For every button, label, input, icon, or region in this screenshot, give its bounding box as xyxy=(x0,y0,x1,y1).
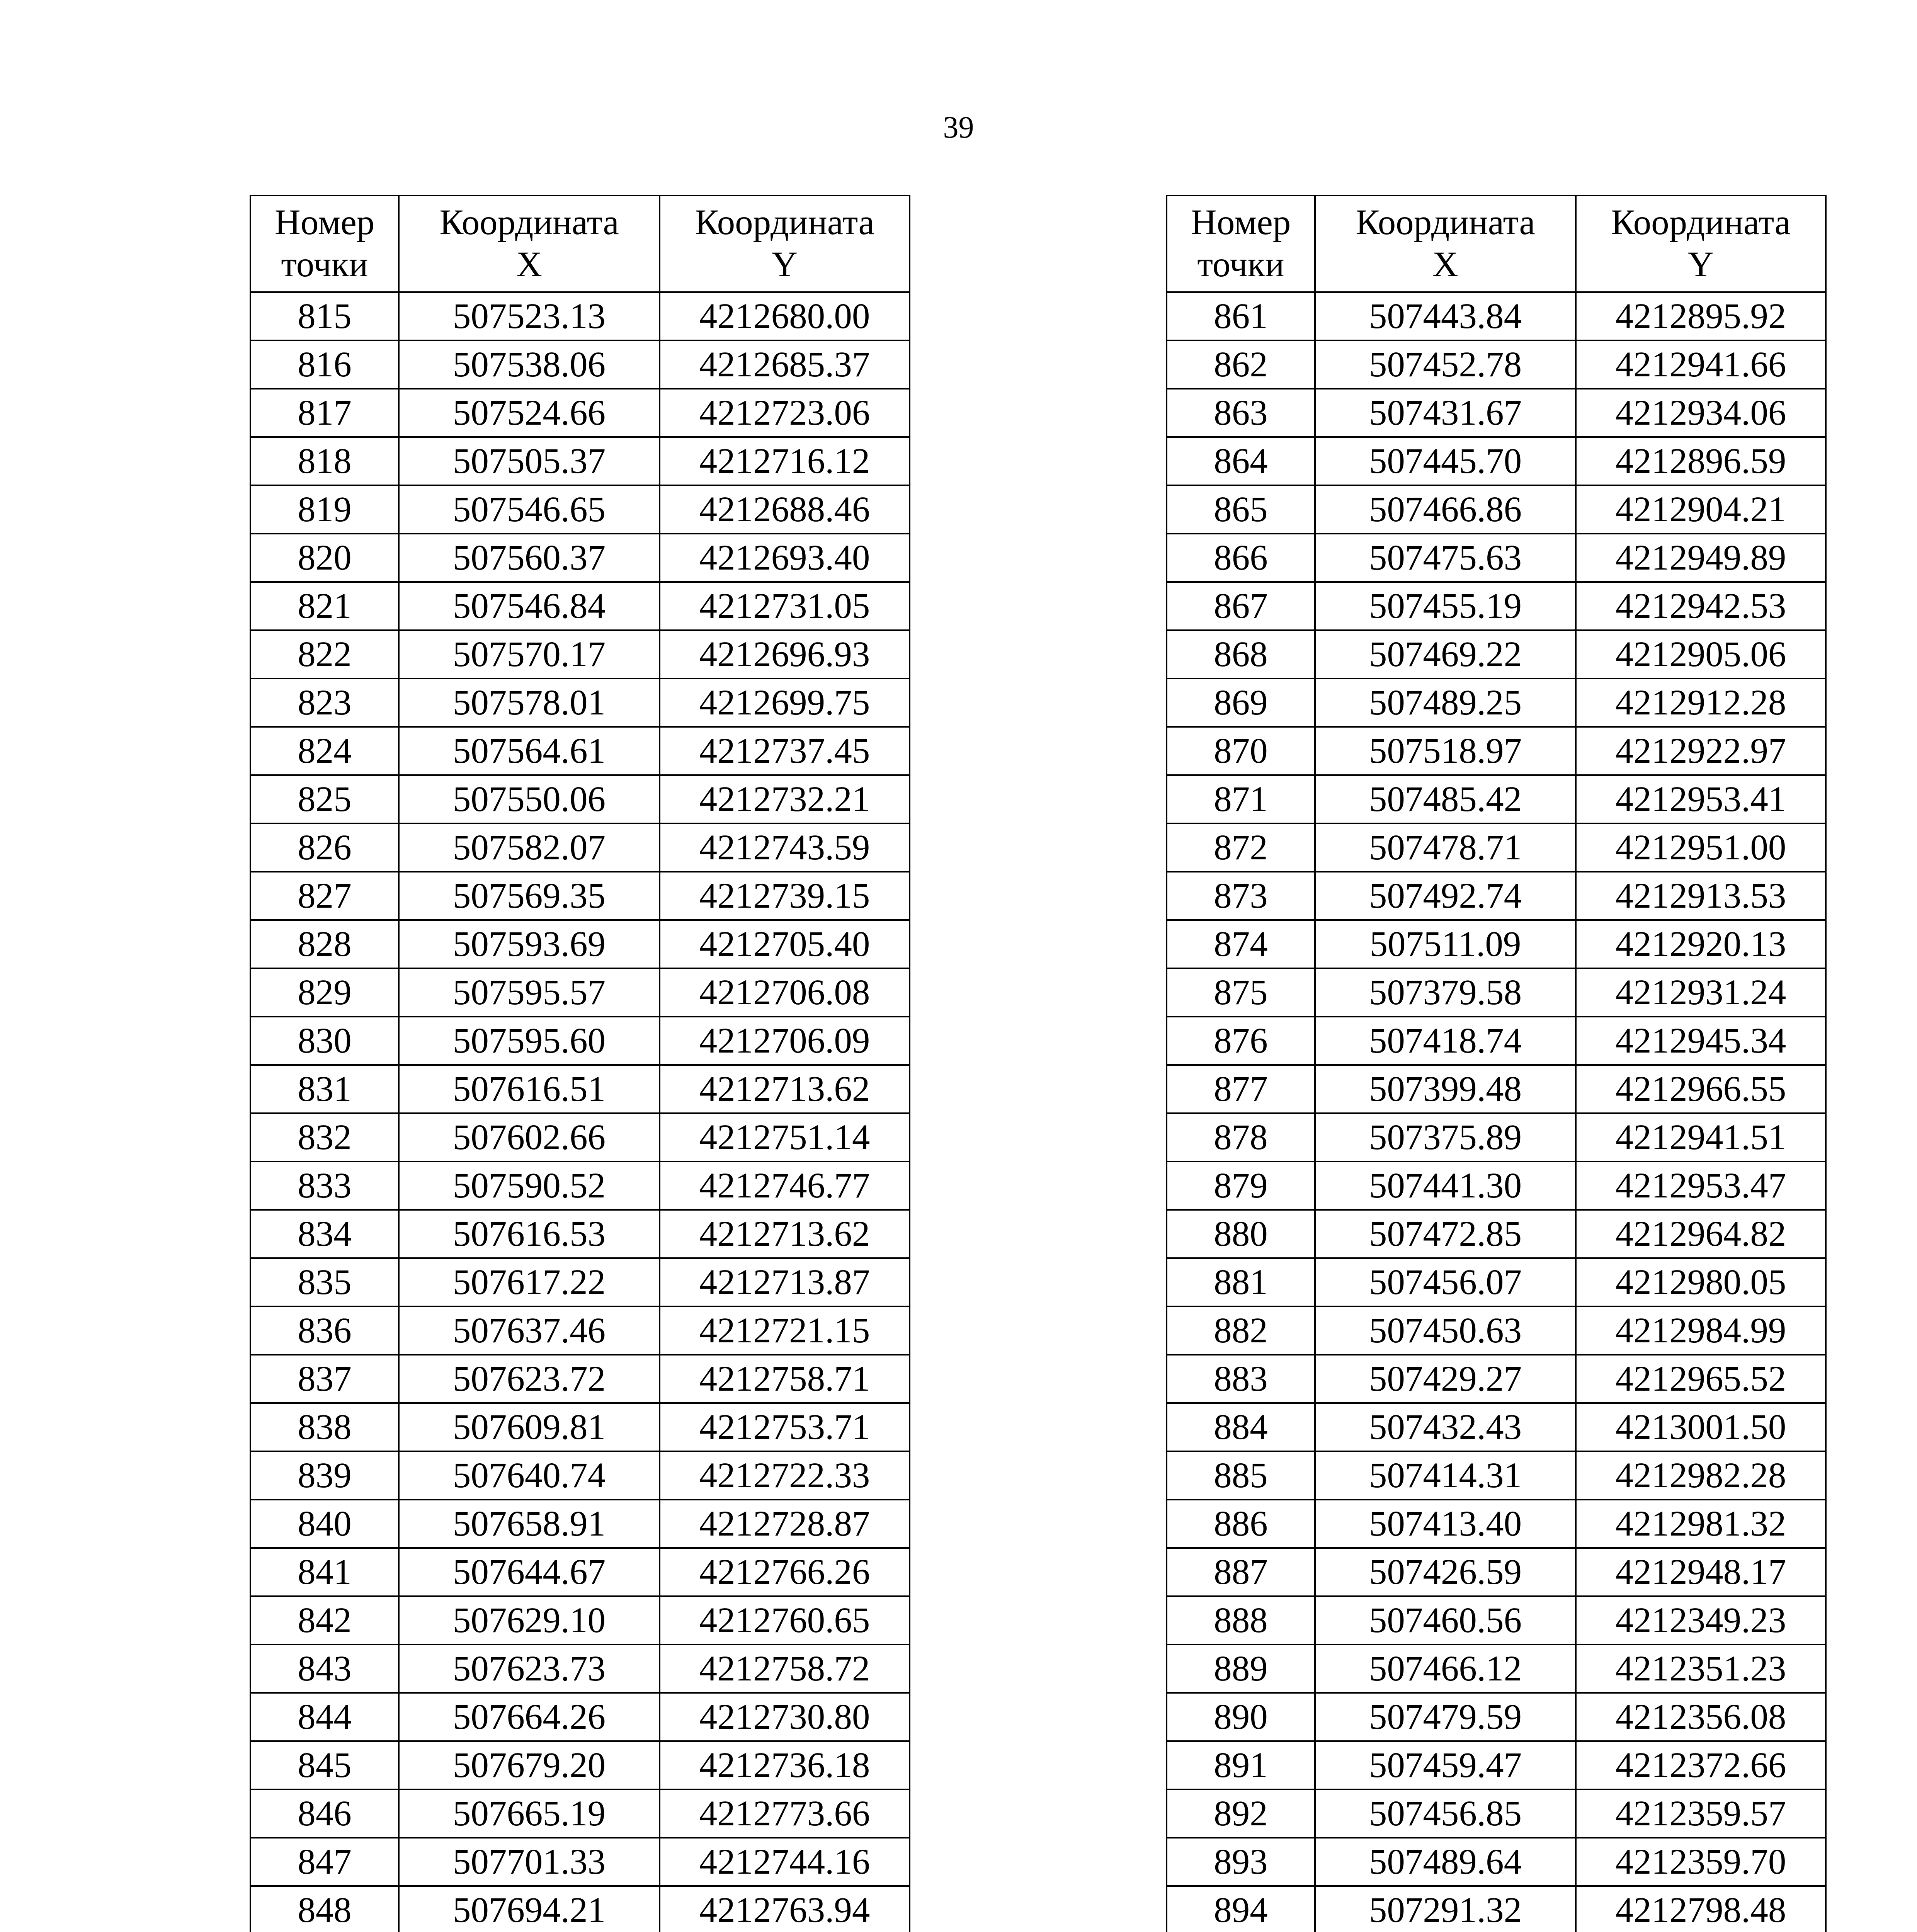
cell-coordinate-x: 507291.32 xyxy=(1315,1886,1576,1932)
cell-coordinate-x: 507443.84 xyxy=(1315,292,1576,340)
table-header-row xyxy=(1167,196,1826,292)
header-coordinate-y-line1: Координата xyxy=(695,202,874,243)
cell-point-number: 861 xyxy=(1167,292,1315,340)
table-row xyxy=(250,1886,910,1932)
table-row xyxy=(250,1403,910,1451)
table-row xyxy=(250,1162,910,1210)
cell-point-number: 832 xyxy=(250,1113,399,1162)
cell-coordinate-x: 507694.21 xyxy=(399,1886,660,1932)
cell-point-number: 868 xyxy=(1167,630,1315,679)
table-row xyxy=(1167,389,1826,437)
table-row xyxy=(250,1548,910,1596)
cell-coordinate-y: 4212934.06 xyxy=(1576,389,1826,437)
cell-coordinate-y: 4212736.18 xyxy=(660,1741,910,1789)
cell-coordinate-x: 507414.31 xyxy=(1315,1451,1576,1500)
cell-coordinate-y: 4212737.45 xyxy=(660,727,910,775)
header-coordinate-x-line2: X xyxy=(516,245,543,284)
cell-coordinate-x: 507623.73 xyxy=(399,1645,660,1693)
cell-coordinate-x: 507429.27 xyxy=(1315,1355,1576,1403)
cell-coordinate-x: 507590.52 xyxy=(399,1162,660,1210)
header-coordinate-y-line1: Координата xyxy=(1611,202,1791,243)
table-row xyxy=(1167,1355,1826,1403)
cell-point-number: 875 xyxy=(1167,968,1315,1017)
cell-coordinate-x: 507472.85 xyxy=(1315,1210,1576,1258)
cell-point-number: 822 xyxy=(250,630,399,679)
cell-coordinate-x: 507538.06 xyxy=(399,340,660,389)
header-coordinate-y xyxy=(660,196,910,292)
table-row xyxy=(250,1017,910,1065)
cell-point-number: 828 xyxy=(250,920,399,968)
cell-coordinate-x: 507489.25 xyxy=(1315,679,1576,727)
cell-coordinate-y: 4212942.53 xyxy=(1576,582,1826,630)
cell-point-number: 891 xyxy=(1167,1741,1315,1789)
table-row xyxy=(1167,1596,1826,1645)
cell-coordinate-y: 4212693.40 xyxy=(660,534,910,582)
cell-point-number: 873 xyxy=(1167,872,1315,920)
cell-coordinate-x: 507570.17 xyxy=(399,630,660,679)
cell-point-number: 882 xyxy=(1167,1306,1315,1355)
cell-point-number: 837 xyxy=(250,1355,399,1403)
cell-coordinate-x: 507399.48 xyxy=(1315,1065,1576,1113)
cell-coordinate-x: 507505.37 xyxy=(399,437,660,485)
table-row xyxy=(250,292,910,340)
cell-coordinate-y: 4212746.77 xyxy=(660,1162,910,1210)
header-coordinate-x-line1: Координата xyxy=(1356,202,1535,243)
cell-coordinate-y: 4212713.62 xyxy=(660,1065,910,1113)
cell-coordinate-x: 507459.47 xyxy=(1315,1741,1576,1789)
table-row xyxy=(250,1113,910,1162)
header-coordinate-y xyxy=(1576,196,1826,292)
cell-coordinate-y: 4212696.93 xyxy=(660,630,910,679)
cell-coordinate-x: 507602.66 xyxy=(399,1113,660,1162)
cell-coordinate-y: 4212766.26 xyxy=(660,1548,910,1596)
table-row xyxy=(250,485,910,534)
header-point-number xyxy=(1167,196,1315,292)
cell-coordinate-y: 4212699.75 xyxy=(660,679,910,727)
table-body xyxy=(1167,292,1826,1932)
cell-point-number: 869 xyxy=(1167,679,1315,727)
header-coordinate-x-line1: Координата xyxy=(439,202,619,243)
table-row xyxy=(1167,437,1826,485)
cell-coordinate-y: 4212685.37 xyxy=(660,340,910,389)
cell-coordinate-x: 507629.10 xyxy=(399,1596,660,1645)
cell-coordinate-y: 4212953.41 xyxy=(1576,775,1826,823)
table-row xyxy=(1167,823,1826,872)
cell-coordinate-x: 507418.74 xyxy=(1315,1017,1576,1065)
cell-point-number: 876 xyxy=(1167,1017,1315,1065)
cell-point-number: 885 xyxy=(1167,1451,1315,1500)
cell-coordinate-y: 4212753.71 xyxy=(660,1403,910,1451)
cell-point-number: 889 xyxy=(1167,1645,1315,1693)
cell-point-number: 888 xyxy=(1167,1596,1315,1645)
table-row xyxy=(1167,1451,1826,1500)
cell-point-number: 864 xyxy=(1167,437,1315,485)
cell-coordinate-x: 507546.65 xyxy=(399,485,660,534)
cell-coordinate-y: 4212931.24 xyxy=(1576,968,1826,1017)
cell-point-number: 844 xyxy=(250,1693,399,1741)
cell-point-number: 862 xyxy=(1167,340,1315,389)
cell-coordinate-x: 507456.85 xyxy=(1315,1789,1576,1838)
cell-coordinate-x: 507616.53 xyxy=(399,1210,660,1258)
cell-coordinate-y: 4212949.89 xyxy=(1576,534,1826,582)
cell-coordinate-x: 507518.97 xyxy=(1315,727,1576,775)
cell-coordinate-y: 4212982.28 xyxy=(1576,1451,1826,1500)
table-row xyxy=(1167,1886,1826,1932)
cell-coordinate-x: 507578.01 xyxy=(399,679,660,727)
cell-point-number: 819 xyxy=(250,485,399,534)
header-coordinate-x-line2: X xyxy=(1432,245,1459,284)
cell-coordinate-x: 507664.26 xyxy=(399,1693,660,1741)
cell-point-number: 878 xyxy=(1167,1113,1315,1162)
cell-coordinate-x: 507640.74 xyxy=(399,1451,660,1500)
table-row xyxy=(1167,1693,1826,1741)
cell-point-number: 893 xyxy=(1167,1838,1315,1886)
cell-point-number: 870 xyxy=(1167,727,1315,775)
cell-point-number: 848 xyxy=(250,1886,399,1932)
cell-coordinate-y: 4212713.87 xyxy=(660,1258,910,1306)
table-row xyxy=(1167,630,1826,679)
cell-coordinate-y: 4212912.28 xyxy=(1576,679,1826,727)
table-row xyxy=(1167,679,1826,727)
cell-coordinate-x: 507701.33 xyxy=(399,1838,660,1886)
table-row xyxy=(1167,1548,1826,1596)
cell-point-number: 834 xyxy=(250,1210,399,1258)
cell-coordinate-y: 4212728.87 xyxy=(660,1500,910,1548)
table-row xyxy=(1167,1162,1826,1210)
cell-point-number: 843 xyxy=(250,1645,399,1693)
cell-point-number: 886 xyxy=(1167,1500,1315,1548)
cell-coordinate-y: 4212965.52 xyxy=(1576,1355,1826,1403)
cell-coordinate-y: 4212716.12 xyxy=(660,437,910,485)
header-point-number-line1: Номер xyxy=(1191,202,1291,243)
cell-point-number: 881 xyxy=(1167,1258,1315,1306)
header-coordinate-y-line2: Y xyxy=(771,245,798,284)
table-row xyxy=(1167,920,1826,968)
table-row xyxy=(250,1451,910,1500)
cell-coordinate-x: 507617.22 xyxy=(399,1258,660,1306)
cell-point-number: 884 xyxy=(1167,1403,1315,1451)
cell-coordinate-x: 507564.61 xyxy=(399,727,660,775)
cell-coordinate-x: 507426.59 xyxy=(1315,1548,1576,1596)
cell-coordinate-x: 507485.42 xyxy=(1315,775,1576,823)
table-row xyxy=(1167,485,1826,534)
cell-point-number: 847 xyxy=(250,1838,399,1886)
cell-coordinate-x: 507523.13 xyxy=(399,292,660,340)
cell-point-number: 883 xyxy=(1167,1355,1315,1403)
table-row xyxy=(1167,1017,1826,1065)
cell-coordinate-x: 507466.86 xyxy=(1315,485,1576,534)
cell-coordinate-y: 4212948.17 xyxy=(1576,1548,1826,1596)
cell-point-number: 838 xyxy=(250,1403,399,1451)
cell-point-number: 835 xyxy=(250,1258,399,1306)
header-coordinate-x xyxy=(399,196,660,292)
cell-point-number: 816 xyxy=(250,340,399,389)
cell-coordinate-y: 4212941.66 xyxy=(1576,340,1826,389)
table-row xyxy=(250,1596,910,1645)
cell-coordinate-y: 4212723.06 xyxy=(660,389,910,437)
cell-coordinate-y: 4212751.14 xyxy=(660,1113,910,1162)
cell-point-number: 827 xyxy=(250,872,399,920)
cell-coordinate-y: 4212920.13 xyxy=(1576,920,1826,968)
cell-coordinate-x: 507569.35 xyxy=(399,872,660,920)
cell-coordinate-x: 507595.57 xyxy=(399,968,660,1017)
cell-coordinate-y: 4212981.32 xyxy=(1576,1500,1826,1548)
cell-coordinate-y: 4212758.72 xyxy=(660,1645,910,1693)
cell-coordinate-x: 507460.56 xyxy=(1315,1596,1576,1645)
table-row xyxy=(1167,968,1826,1017)
cell-coordinate-y: 4212372.66 xyxy=(1576,1741,1826,1789)
cell-point-number: 842 xyxy=(250,1596,399,1645)
cell-coordinate-x: 507623.72 xyxy=(399,1355,660,1403)
cell-coordinate-y: 4212739.15 xyxy=(660,872,910,920)
cell-point-number: 829 xyxy=(250,968,399,1017)
cell-coordinate-y: 4212951.00 xyxy=(1576,823,1826,872)
table-row xyxy=(250,679,910,727)
cell-point-number: 887 xyxy=(1167,1548,1315,1596)
cell-coordinate-y: 4212758.71 xyxy=(660,1355,910,1403)
header-point-number-line2: точки xyxy=(1197,245,1284,284)
cell-coordinate-x: 507609.81 xyxy=(399,1403,660,1451)
table-row xyxy=(250,437,910,485)
table-row xyxy=(1167,534,1826,582)
table-row xyxy=(250,1838,910,1886)
cell-coordinate-y: 4213001.50 xyxy=(1576,1403,1826,1451)
cell-coordinate-x: 507441.30 xyxy=(1315,1162,1576,1210)
coordinates-table-left xyxy=(250,195,910,1932)
cell-coordinate-y: 4212798.48 xyxy=(1576,1886,1826,1932)
table-row xyxy=(250,1500,910,1548)
cell-point-number: 839 xyxy=(250,1451,399,1500)
table-row xyxy=(1167,1258,1826,1306)
cell-point-number: 890 xyxy=(1167,1693,1315,1741)
cell-coordinate-y: 4212680.00 xyxy=(660,292,910,340)
cell-coordinate-y: 4212895.92 xyxy=(1576,292,1826,340)
cell-coordinate-y: 4212945.34 xyxy=(1576,1017,1826,1065)
table-row xyxy=(250,534,910,582)
cell-coordinate-y: 4212349.23 xyxy=(1576,1596,1826,1645)
cell-coordinate-x: 507478.71 xyxy=(1315,823,1576,872)
table-row xyxy=(1167,1403,1826,1451)
table-row xyxy=(250,1789,910,1838)
table-row xyxy=(250,727,910,775)
cell-coordinate-y: 4212913.53 xyxy=(1576,872,1826,920)
table-row xyxy=(250,1693,910,1741)
table-row xyxy=(1167,872,1826,920)
cell-point-number: 815 xyxy=(250,292,399,340)
cell-coordinate-x: 507432.43 xyxy=(1315,1403,1576,1451)
cell-coordinate-x: 507489.64 xyxy=(1315,1838,1576,1886)
cell-coordinate-x: 507679.20 xyxy=(399,1741,660,1789)
cell-coordinate-x: 507665.19 xyxy=(399,1789,660,1838)
cell-coordinate-y: 4212359.70 xyxy=(1576,1838,1826,1886)
cell-point-number: 817 xyxy=(250,389,399,437)
cell-point-number: 836 xyxy=(250,1306,399,1355)
table-row xyxy=(1167,582,1826,630)
header-coordinate-x xyxy=(1315,196,1576,292)
cell-coordinate-y: 4212721.15 xyxy=(660,1306,910,1355)
table-row xyxy=(250,1741,910,1789)
cell-coordinate-x: 507550.06 xyxy=(399,775,660,823)
table-row xyxy=(250,968,910,1017)
cell-point-number: 892 xyxy=(1167,1789,1315,1838)
table-row xyxy=(1167,1065,1826,1113)
cell-coordinate-x: 507582.07 xyxy=(399,823,660,872)
table-row xyxy=(1167,1113,1826,1162)
header-point-number xyxy=(250,196,399,292)
cell-coordinate-y: 4212351.23 xyxy=(1576,1645,1826,1693)
cell-point-number: 866 xyxy=(1167,534,1315,582)
table-row xyxy=(1167,1500,1826,1548)
cell-point-number: 867 xyxy=(1167,582,1315,630)
cell-coordinate-x: 507413.40 xyxy=(1315,1500,1576,1548)
cell-point-number: 877 xyxy=(1167,1065,1315,1113)
header-coordinate-y-line2: Y xyxy=(1687,245,1714,284)
table-row xyxy=(1167,1645,1826,1693)
cell-point-number: 894 xyxy=(1167,1886,1315,1932)
cell-coordinate-x: 507560.37 xyxy=(399,534,660,582)
cell-coordinate-y: 4212922.97 xyxy=(1576,727,1826,775)
cell-coordinate-y: 4212706.08 xyxy=(660,968,910,1017)
cell-coordinate-y: 4212706.09 xyxy=(660,1017,910,1065)
cell-coordinate-y: 4212713.62 xyxy=(660,1210,910,1258)
table-row xyxy=(250,1210,910,1258)
table-row xyxy=(250,1355,910,1403)
cell-coordinate-x: 507375.89 xyxy=(1315,1113,1576,1162)
table-row xyxy=(1167,1838,1826,1886)
cell-coordinate-x: 507379.58 xyxy=(1315,968,1576,1017)
table-row xyxy=(250,389,910,437)
cell-point-number: 865 xyxy=(1167,485,1315,534)
cell-point-number: 818 xyxy=(250,437,399,485)
page-number: 39 xyxy=(943,111,974,145)
cell-coordinate-x: 507475.63 xyxy=(1315,534,1576,582)
cell-point-number: 823 xyxy=(250,679,399,727)
cell-coordinate-y: 4212730.80 xyxy=(660,1693,910,1741)
cell-coordinate-x: 507616.51 xyxy=(399,1065,660,1113)
cell-coordinate-x: 507593.69 xyxy=(399,920,660,968)
cell-point-number: 846 xyxy=(250,1789,399,1838)
table-row xyxy=(1167,1789,1826,1838)
cell-coordinate-x: 507644.67 xyxy=(399,1548,660,1596)
cell-coordinate-y: 4212359.57 xyxy=(1576,1789,1826,1838)
cell-coordinate-y: 4212984.99 xyxy=(1576,1306,1826,1355)
cell-coordinate-x: 507637.46 xyxy=(399,1306,660,1355)
coordinates-table-right xyxy=(1166,195,1827,1932)
cell-coordinate-x: 507511.09 xyxy=(1315,920,1576,968)
cell-point-number: 874 xyxy=(1167,920,1315,968)
cell-coordinate-y: 4212763.94 xyxy=(660,1886,910,1932)
table-row xyxy=(250,1065,910,1113)
cell-coordinate-y: 4212941.51 xyxy=(1576,1113,1826,1162)
table-row xyxy=(250,1645,910,1693)
cell-coordinate-x: 507456.07 xyxy=(1315,1258,1576,1306)
cell-point-number: 863 xyxy=(1167,389,1315,437)
cell-coordinate-y: 4212904.21 xyxy=(1576,485,1826,534)
cell-coordinate-y: 4212356.08 xyxy=(1576,1693,1826,1741)
cell-coordinate-x: 507455.19 xyxy=(1315,582,1576,630)
cell-coordinate-y: 4212760.65 xyxy=(660,1596,910,1645)
table-row xyxy=(1167,292,1826,340)
table-row xyxy=(1167,1741,1826,1789)
table-body xyxy=(250,292,910,1932)
cell-point-number: 831 xyxy=(250,1065,399,1113)
cell-coordinate-y: 4212980.05 xyxy=(1576,1258,1826,1306)
cell-coordinate-x: 507479.59 xyxy=(1315,1693,1576,1741)
table-row xyxy=(250,1258,910,1306)
cell-point-number: 841 xyxy=(250,1548,399,1596)
table-header-row xyxy=(250,196,910,292)
cell-coordinate-y: 4212743.59 xyxy=(660,823,910,872)
table-row xyxy=(250,582,910,630)
cell-coordinate-y: 4212773.66 xyxy=(660,1789,910,1838)
table-row xyxy=(250,920,910,968)
cell-coordinate-y: 4212731.05 xyxy=(660,582,910,630)
header-point-number-line2: точки xyxy=(281,245,368,284)
cell-coordinate-y: 4212953.47 xyxy=(1576,1162,1826,1210)
cell-coordinate-y: 4212732.21 xyxy=(660,775,910,823)
table-row xyxy=(250,630,910,679)
table-row xyxy=(250,340,910,389)
table-row xyxy=(1167,1210,1826,1258)
cell-point-number: 825 xyxy=(250,775,399,823)
cell-coordinate-y: 4212722.33 xyxy=(660,1451,910,1500)
table-row xyxy=(1167,1306,1826,1355)
cell-coordinate-y: 4212905.06 xyxy=(1576,630,1826,679)
cell-coordinate-y: 4212964.82 xyxy=(1576,1210,1826,1258)
cell-coordinate-y: 4212688.46 xyxy=(660,485,910,534)
cell-point-number: 830 xyxy=(250,1017,399,1065)
cell-coordinate-x: 507524.66 xyxy=(399,389,660,437)
cell-coordinate-x: 507445.70 xyxy=(1315,437,1576,485)
cell-coordinate-x: 507466.12 xyxy=(1315,1645,1576,1693)
cell-coordinate-y: 4212966.55 xyxy=(1576,1065,1826,1113)
cell-coordinate-x: 507469.22 xyxy=(1315,630,1576,679)
header-point-number-line1: Номер xyxy=(274,202,375,243)
cell-coordinate-x: 507452.78 xyxy=(1315,340,1576,389)
cell-coordinate-x: 507492.74 xyxy=(1315,872,1576,920)
table-row xyxy=(250,823,910,872)
cell-coordinate-y: 4212705.40 xyxy=(660,920,910,968)
cell-point-number: 826 xyxy=(250,823,399,872)
cell-point-number: 840 xyxy=(250,1500,399,1548)
table-row xyxy=(250,1306,910,1355)
cell-coordinate-y: 4212744.16 xyxy=(660,1838,910,1886)
cell-point-number: 833 xyxy=(250,1162,399,1210)
table-row xyxy=(1167,727,1826,775)
cell-coordinate-y: 4212896.59 xyxy=(1576,437,1826,485)
cell-point-number: 880 xyxy=(1167,1210,1315,1258)
cell-point-number: 824 xyxy=(250,727,399,775)
table-row xyxy=(1167,775,1826,823)
table-row xyxy=(250,775,910,823)
cell-point-number: 821 xyxy=(250,582,399,630)
cell-point-number: 845 xyxy=(250,1741,399,1789)
cell-point-number: 871 xyxy=(1167,775,1315,823)
cell-coordinate-x: 507658.91 xyxy=(399,1500,660,1548)
table-row xyxy=(1167,340,1826,389)
cell-point-number: 872 xyxy=(1167,823,1315,872)
table-row xyxy=(250,872,910,920)
cell-coordinate-x: 507595.60 xyxy=(399,1017,660,1065)
cell-point-number: 820 xyxy=(250,534,399,582)
cell-coordinate-x: 507431.67 xyxy=(1315,389,1576,437)
cell-point-number: 879 xyxy=(1167,1162,1315,1210)
cell-coordinate-x: 507450.63 xyxy=(1315,1306,1576,1355)
cell-coordinate-x: 507546.84 xyxy=(399,582,660,630)
